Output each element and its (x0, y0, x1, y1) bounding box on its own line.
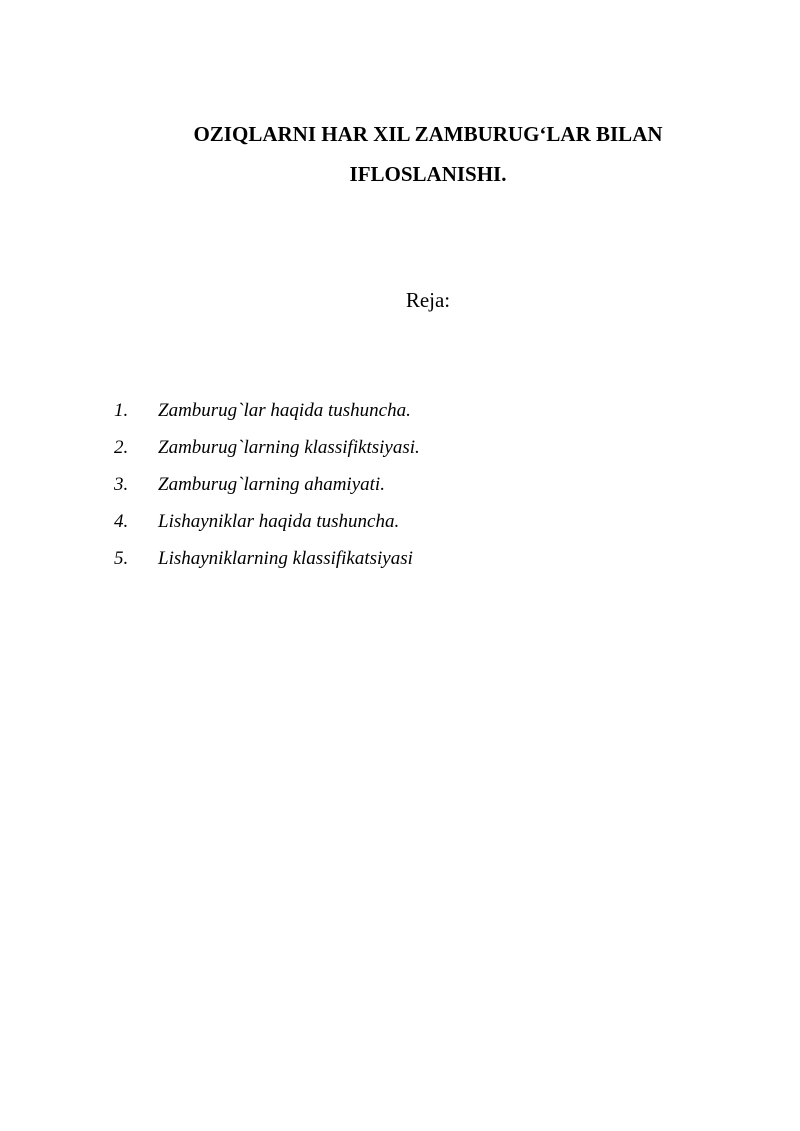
plan-list (114, 392, 420, 577)
plan-item-text: Lishayniklarning klassifikatsiyasi (158, 548, 413, 569)
plan-list-item (114, 466, 420, 503)
plan-list-item (114, 540, 420, 577)
plan-item-number: 5. (114, 548, 129, 569)
plan-item-number: 2. (114, 437, 129, 458)
plan-list-item (114, 429, 420, 466)
plan-item-number: 1. (114, 400, 129, 421)
plan-list-item (114, 392, 420, 429)
plan-item-text: Lishayniklar haqida tushuncha. (158, 511, 400, 532)
plan-item-number: 3. (114, 474, 129, 495)
plan-item-text: Zamburug`larning klassifiktsiyasi. (158, 437, 420, 458)
plan-item-number: 4. (114, 511, 129, 532)
plan-item-text: Zamburug`larning ahamiyati. (158, 474, 385, 495)
document-title (140, 114, 716, 194)
plan-list-item (114, 503, 420, 540)
title-line-2: IFLOSLANISHI. (349, 162, 507, 186)
plan-heading: Reja: (405, 288, 451, 312)
plan-item-text: Zamburug`lar haqida tushuncha. (158, 400, 411, 421)
title-line-1: OZIQLARNI HAR XIL ZAMBURUG‘LAR BILAN (193, 122, 663, 146)
